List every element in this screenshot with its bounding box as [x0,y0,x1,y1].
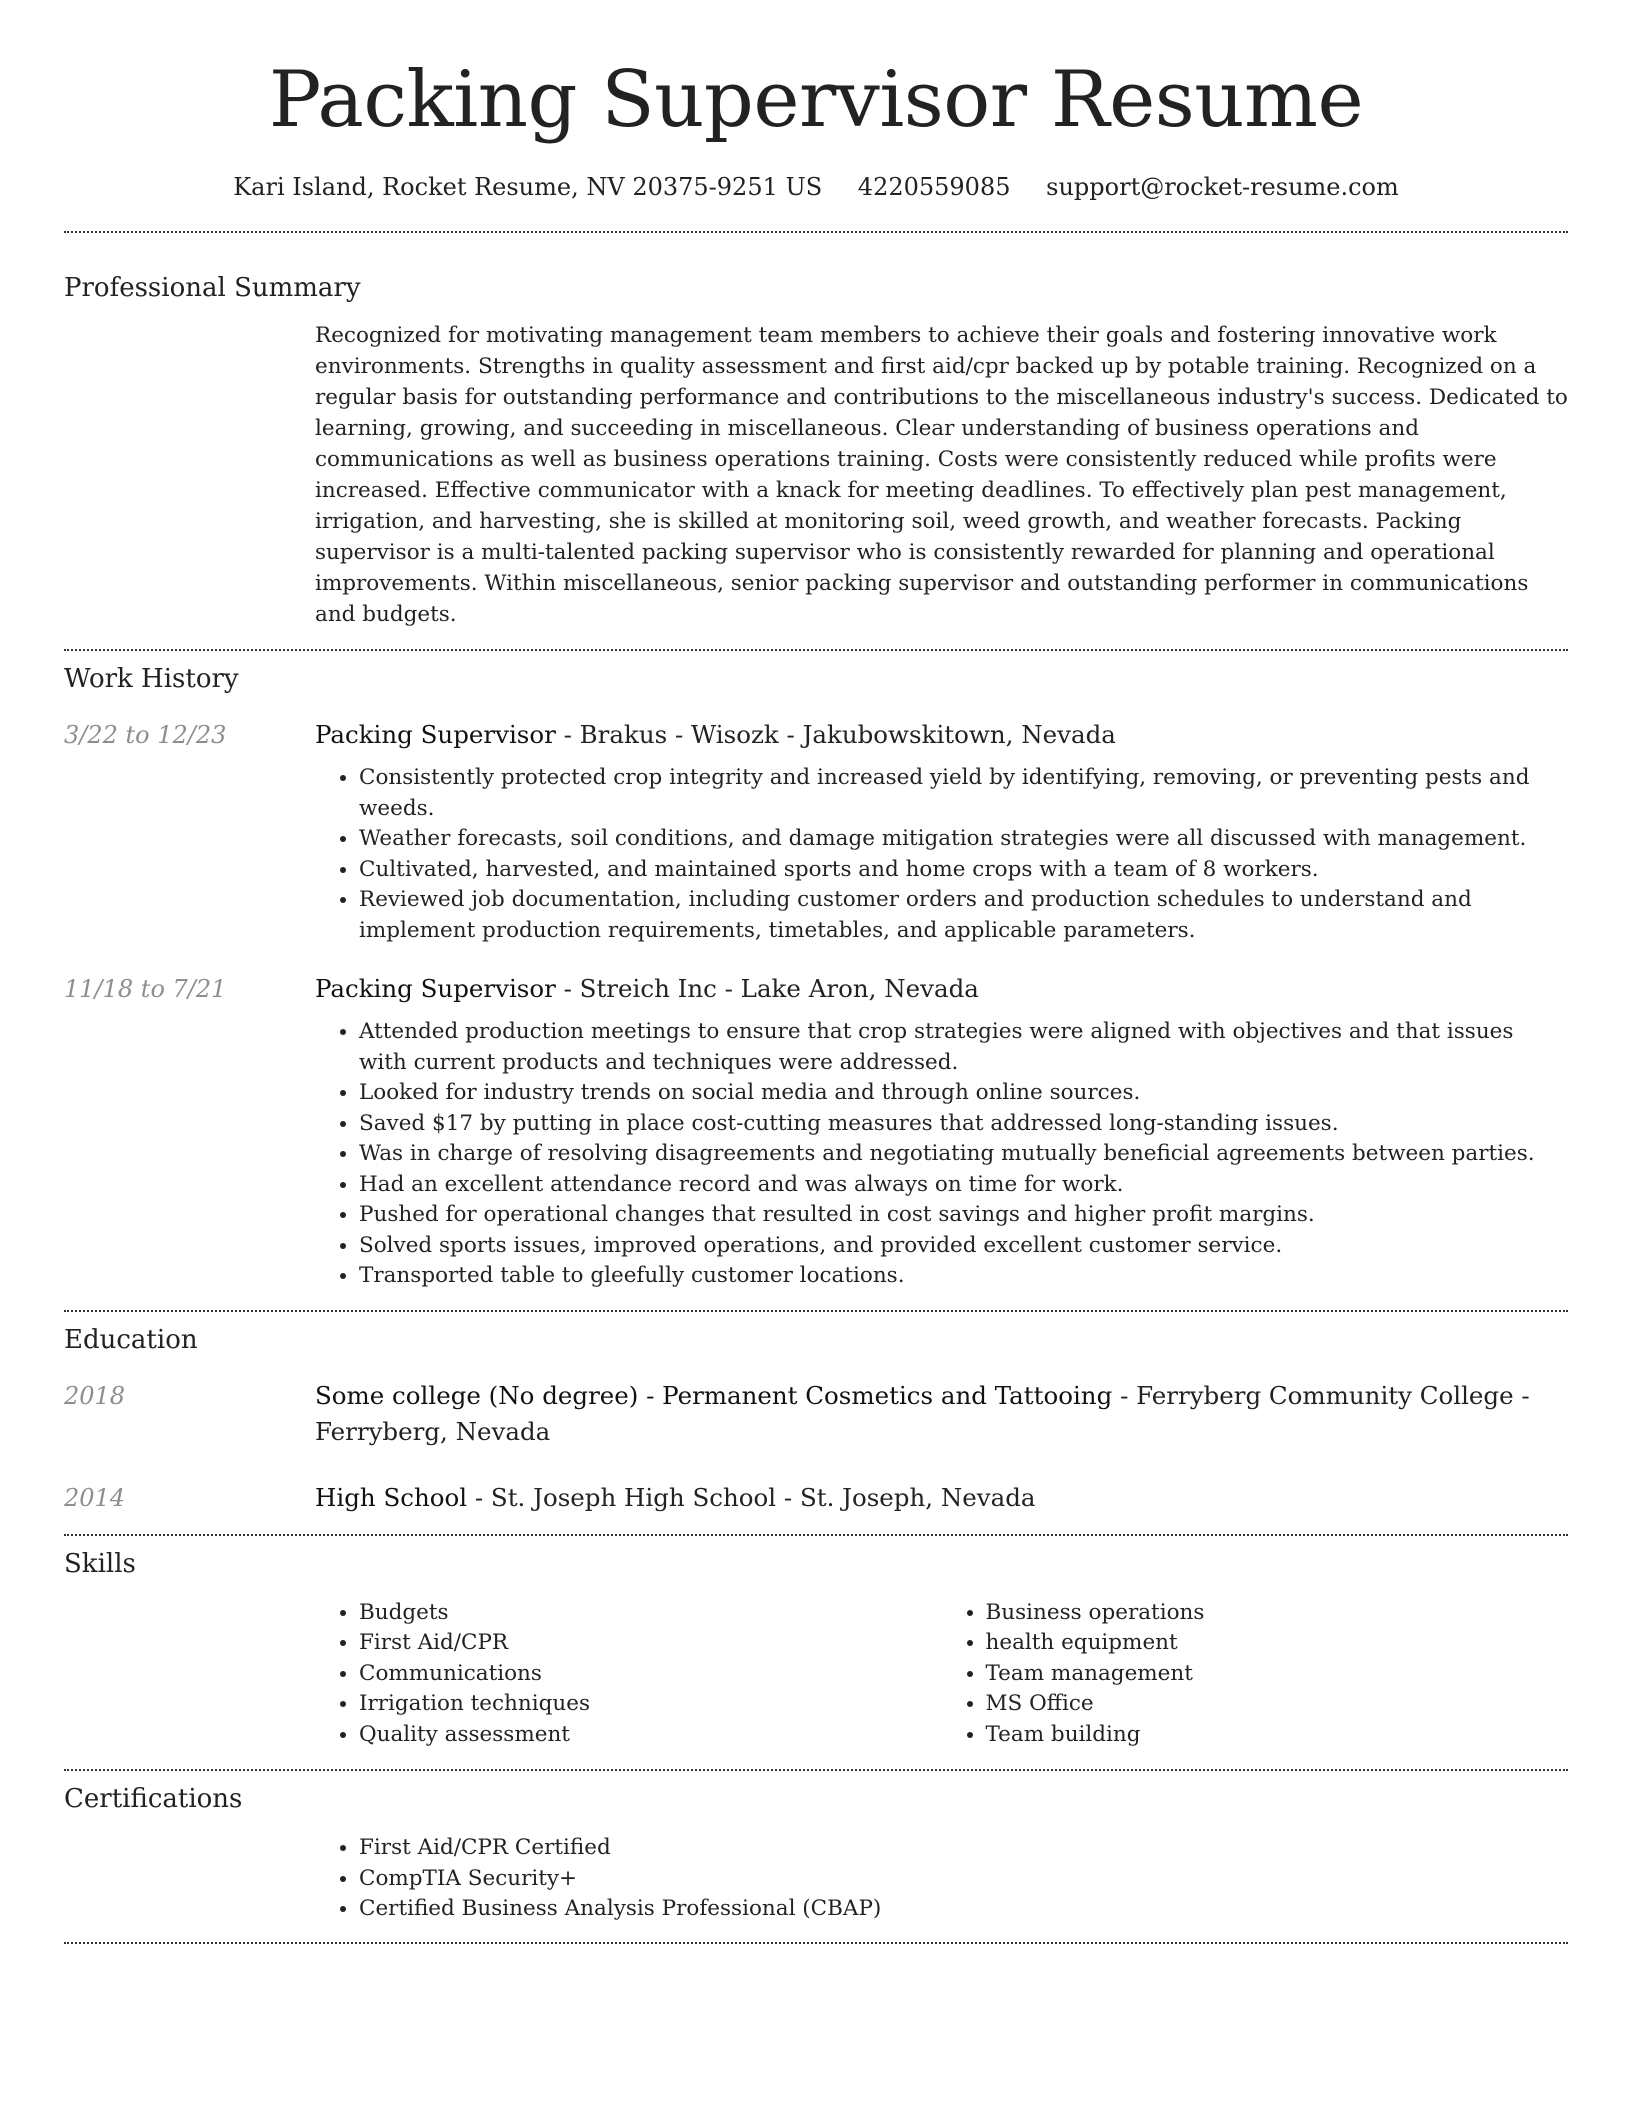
list-item: • Attended production meetings to ensure that crop strategies were aligned with objectives and that issues with current products and techniques were addressed. [359,1017,1568,1078]
list-item: • Solved sports issues, improved operations, and provided excellent customer service. [359,1231,1568,1262]
education-heading-line [315,1378,1568,1450]
resume-title: Packing Supervisor Resume [268,55,1364,145]
education-year: 2018 [64,1381,126,1410]
contact-line [64,170,1568,204]
list-item: • Consistently protected crop integrity and increased yield by identifying, removing, or preventing pests and weeds. [359,763,1568,824]
list-item: • Had an excellent attendance record and was always on time for work. [359,1170,1568,1201]
education-body [315,1480,1568,1516]
job-bullets [315,1017,1568,1292]
list-item: • Team management [986,1659,1569,1690]
skills-section [64,1547,1568,1751]
job-heading [315,717,1568,753]
education-section [64,1323,1568,1516]
skills-list-left [315,1598,942,1751]
job-dates: 3/22 to 12/23 [64,721,227,749]
skills-heading: Skills [64,1548,136,1579]
section-divider [64,1534,1568,1536]
list-item: • Was in charge of resolving disagreements and negotiating mutually beneficial agreements between parties. [359,1139,1568,1170]
contact-email: support@rocket-resume.com [1046,173,1399,201]
list-item: • Budgets [359,1598,942,1629]
education-degree: High School [315,1482,468,1512]
work-history-heading: Work History [64,664,239,694]
job-entry [64,971,1568,1292]
section-divider [64,1942,1568,1944]
list-item: • CompTIA Security+ [359,1864,1568,1895]
list-item: • Communications [359,1659,942,1690]
job-role: Packing Supervisor [315,720,556,749]
job-body [315,717,1568,946]
list-item: • Team building [986,1720,1569,1751]
section-divider [64,1769,1568,1771]
list-item: • Cultivated, harvested, and maintained sports and home crops with a team of 8 workers. [359,855,1568,886]
contact-address: Kari Island, Rocket Resume, NV 20375-9251 US [233,173,823,201]
education-entry [64,1378,1568,1450]
job-entry [64,717,1568,946]
section-divider [64,649,1568,651]
list-item: • First Aid/CPR [359,1628,942,1659]
section-divider [64,231,1568,233]
job-employer: - Streich Inc - Lake Aron, Nevada [555,974,979,1003]
job-dates: 11/18 to 7/21 [64,975,227,1003]
summary-heading: Professional Summary [64,273,361,303]
certifications-list [315,1833,1568,1925]
job-heading [315,971,1568,1007]
job-employer: - Brakus - Wisozk - Jakubowskitown, Nevada [555,720,1116,749]
list-item: • Certified Business Analysis Professional (CBAP) [359,1894,1568,1925]
list-item: • Pushed for operational changes that resulted in cost savings and higher profit margins. [359,1200,1568,1231]
contact-phone: 4220559085 [857,173,1011,201]
list-item: • Transported table to gleefully customer locations. [359,1261,1568,1292]
summary-section [64,271,1568,630]
list-item: • Irrigation techniques [359,1689,942,1720]
education-body [315,1378,1568,1450]
education-heading-line [315,1480,1568,1516]
summary-text: Recognized for motivating management team members to achieve their goals and fostering innovative work environments. Strengths in quality assessment and first aid/cpr backed up by potable training. Recognized on a regular basis for outstanding performance and contributions to the miscellaneous industry's success. Dedicated to learning, growing, and succeeding in miscellaneous. Clear understanding of business operations and communications as well as business operations training. Costs were consistently reduced while profits were increased. Effective communicator with a knack for meeting deadlines. To effectively plan pest management, irrigation, and harvesting, she is skilled at monitoring soil, weed growth, and weather forecasts. Packing supervisor is a multi-talented packing supervisor who is consistently rewarded for planning and operational improvements. Within miscellaneous, senior packing supervisor and outstanding performer in communications and budgets. [315,323,1568,627]
job-role: Packing Supervisor [315,974,556,1003]
resume-page [64,0,1568,1944]
job-bullets [315,763,1568,946]
certifications-heading: Certifications [64,1784,243,1814]
certifications-section [64,1782,1568,1925]
list-item: • MS Office [986,1689,1569,1720]
list-item: • Saved $17 by putting in place cost-cutting measures that addressed long-standing issues. [359,1109,1568,1140]
list-item: • Reviewed job documentation, including customer orders and production schedules to understand and implement production requirements, timetables, and applicable parameters. [359,885,1568,946]
list-item: • Business operations [986,1598,1569,1629]
work-history-section [64,662,1568,1292]
list-item: • Looked for industry trends on social media and through online sources. [359,1078,1568,1109]
section-divider [64,1310,1568,1312]
list-item: • health equipment [986,1628,1569,1659]
education-school: - St. Joseph High School - St. Joseph, Nevada [467,1482,1036,1512]
skills-list-right [942,1598,1569,1751]
education-school: - Ferryberg Community College - Ferryberg, Nevada [315,1380,1530,1446]
job-body [315,971,1568,1292]
education-heading: Education [64,1324,198,1355]
list-item: • First Aid/CPR Certified [359,1833,1568,1864]
education-year: 2014 [64,1483,126,1512]
skills-columns [315,1598,1568,1751]
list-item: • Weather forecasts, soil conditions, and damage mitigation strategies were all discussed with management. [359,824,1568,855]
education-entry [64,1480,1568,1516]
list-item: • Quality assessment [359,1720,942,1751]
education-degree: Some college (No degree) - Permanent Cosmetics and Tattooing [315,1380,1113,1410]
